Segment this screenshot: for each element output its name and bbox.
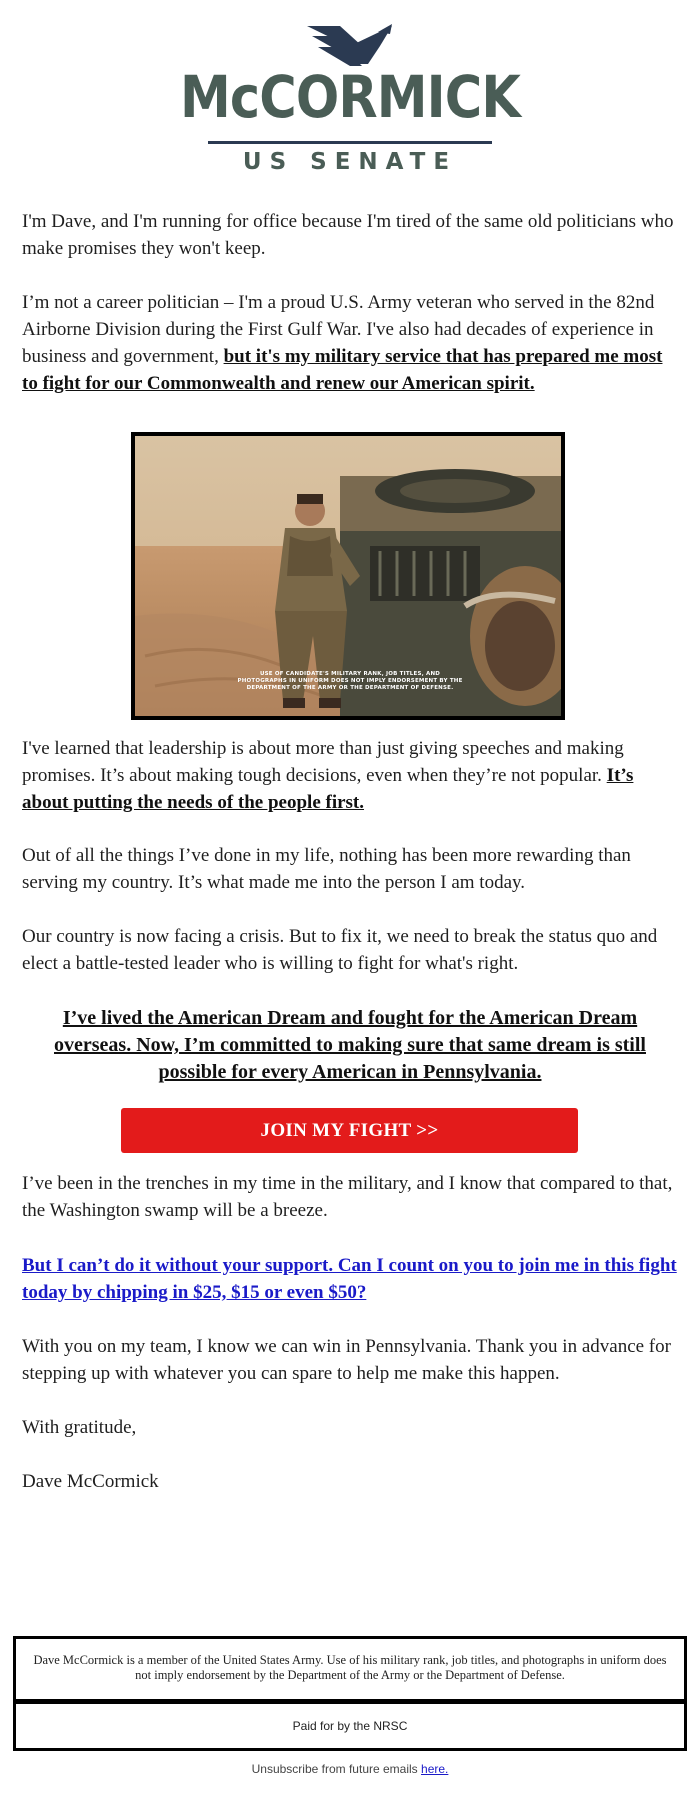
signature: Dave McCormick [22, 1471, 159, 1492]
paid-for-box [13, 1701, 687, 1751]
donation-link[interactable]: But I can’t do it without your support. Can I count on you to join me in this fight today by chipping in $25, $15 or even $50? [22, 1255, 677, 1303]
highlight-quote: I’ve lived the American Dream and fought for the American Dream overseas. Now, I’m committed to making sure that same dream is still possible for every American in Pennsylvania. [54, 1007, 646, 1083]
logo-subtitle: US SENATE [242, 149, 458, 175]
paragraph-donation-ask [22, 1252, 678, 1306]
photo-disclaimer: USE OF CANDIDATE'S MILITARY RANK, JOB TITLES, AND PHOTOGRAPHS IN UNIFORM DOES NOT IMPLY ENDORSEMENT BY THE DEPARTMENT OF THE ARMY OR THE DEPARTMENT OF DEFENSE. [237, 671, 463, 691]
unsubscribe-link[interactable]: here. [421, 1762, 449, 1776]
paragraph-service: Out of all the things I’ve done in my life, nothing has been more rewarding than serving my country. It’s what made me into the person I am today. [22, 845, 631, 893]
paragraph-crisis: Our country is now facing a crisis. But to fix it, we need to break the status quo and elect a battle-tested leader who is willing to fight for what's right. [22, 926, 658, 974]
campaign-logo [0, 20, 700, 175]
paragraph-background [22, 289, 678, 397]
join-my-fight-button[interactable]: JOIN MY FIGHT >> [121, 1108, 578, 1153]
paragraph-thanks: With you on my team, I know we can win in Pennsylvania. Thank you in advance for stepping up with whatever you can spare to help me make this happen. [22, 1336, 671, 1384]
paid-for-text: Paid for by the NRSC [292, 1719, 408, 1733]
candidate-photo [131, 432, 565, 720]
paragraph-leadership-text: I've learned that leadership is about more than just giving speeches and making promises. It’s about making tough decisions, even when they’re not popular. [22, 738, 624, 786]
paragraph-background-text: I’m not a career politician – I'm a proud U.S. Army veteran who served in the 82nd Airborne Division during the First Gulf War. I've also had decades of experience in business and government, [22, 292, 655, 367]
military-disclaimer-text: Dave McCormick is a member of the United States Army. Use of his military rank, job titles, and photographs in uniform does not imply endorsement by the Department of the Army or the Department of Defense. [33, 1653, 667, 1682]
paragraph-intro: I'm Dave, and I'm running for office because I'm tired of the same old politicians who make promises they won't keep. [22, 211, 674, 259]
logo-name: McCORMICK [179, 63, 521, 131]
paragraph-trenches: I’ve been in the trenches in my time in the military, and I know that compared to that, the Washington swamp will be a breeze. [22, 1173, 673, 1221]
paragraph-leadership-emphasis: It’s about putting the needs of the people first. [22, 765, 634, 813]
paragraph-background-emphasis: but it's my military service that has prepared me most to fight for our Commonwealth and renew our American spirit. [22, 346, 663, 394]
closing-line: With gratitude, [22, 1417, 137, 1438]
paragraph-leadership [22, 735, 678, 816]
unsubscribe-text: Unsubscribe from future emails [251, 1762, 422, 1776]
unsubscribe-line [0, 1762, 700, 1776]
military-disclaimer-box [13, 1636, 687, 1702]
logo-divider [208, 141, 492, 144]
